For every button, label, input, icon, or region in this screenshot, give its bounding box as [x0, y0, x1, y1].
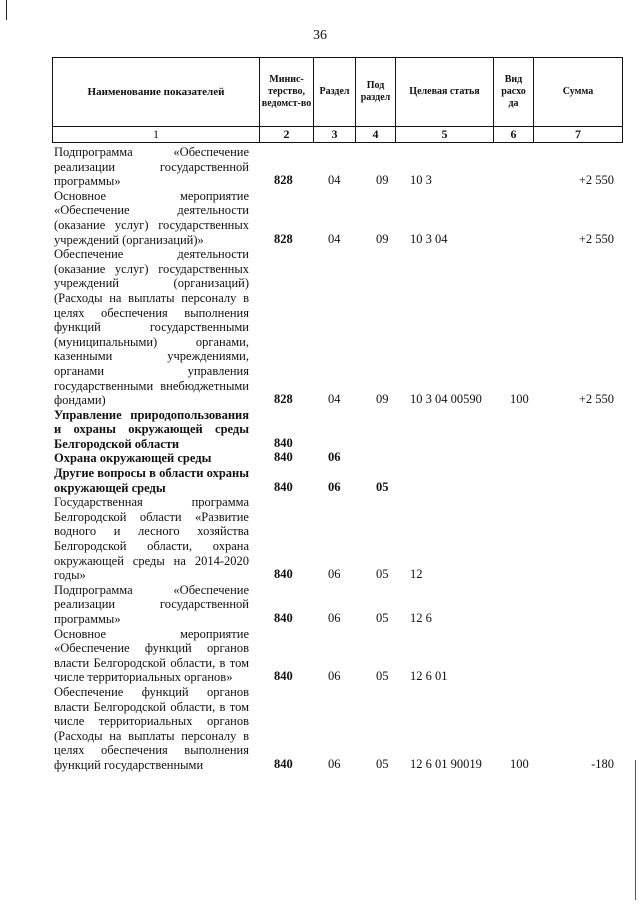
row-name: Обеспечение деятельности (оказание услуг) государственных учреждений (организаций) (Расходы на выплаты персоналу в целях обеспечения выполнения функций государственными (муниципальными) органами, казенными учреждениями, органами управления государственными внебюджетными фондами): [54, 247, 249, 408]
row-section: 06: [328, 669, 341, 684]
table-row: [54, 408, 624, 452]
row-name: Другие вопросы в области охраны окружающей среды: [54, 466, 249, 495]
row-amount: +2 550: [578, 173, 614, 188]
scan-edge-line: [6, 0, 7, 20]
header-target-article: Целевая статья: [396, 58, 494, 127]
header-ministry: Минис-терство, ведомст-во: [260, 58, 314, 127]
table-row: [54, 685, 624, 773]
table-row: [54, 583, 624, 627]
row-ministry: 828: [274, 392, 293, 407]
row-section: 06: [328, 450, 341, 465]
row-subsection: 05: [376, 669, 389, 684]
row-name: Подпрограмма «Обеспечение реализации государственной программы»: [54, 582, 249, 626]
col-number: 7: [534, 127, 623, 143]
row-article: 10 3 04: [410, 231, 448, 246]
row-name: Основное мероприятие «Обеспечение деятельности (оказание услуг) государственных учреждений (организаций)»: [54, 188, 249, 247]
row-article: 12 6 01: [410, 669, 448, 684]
row-subsection: 09: [376, 173, 389, 188]
row-ministry: 840: [274, 450, 293, 465]
col-number: 5: [396, 127, 494, 143]
row-subsection: 05: [376, 479, 389, 494]
header-subsection: Под раздел: [356, 58, 396, 127]
row-name: Подпрограмма «Обеспечение реализации государственной программы»: [54, 145, 249, 189]
col-number: 1: [53, 127, 260, 143]
row-ministry: 828: [274, 173, 293, 188]
row-amount: +2 550: [578, 392, 614, 407]
row-article: 12 6: [410, 611, 432, 625]
row-name: Обеспечение функций органов власти Белгородской области, в том числе территориальных органов (Расходы на выплаты персоналу в целях обеспечения выполнения функций государственными: [54, 684, 249, 772]
row-ministry: 840: [274, 479, 293, 494]
row-article: 12 6 01 90019: [410, 756, 482, 771]
row-section: 06: [328, 567, 341, 582]
row-amount: +2 550: [578, 231, 614, 246]
row-section: 06: [328, 756, 341, 771]
row-section: 04: [328, 231, 341, 246]
row-name: Охрана окружающей среды: [54, 451, 212, 466]
row-subsection: 05: [376, 756, 389, 771]
row-section: 06: [328, 479, 341, 494]
header-section: Раздел: [314, 58, 356, 127]
header-amount: Сумма: [534, 58, 623, 127]
table-row: [54, 627, 624, 685]
row-article: 12: [410, 567, 423, 582]
row-ministry: 840: [274, 567, 293, 582]
row-ministry: 828: [274, 231, 293, 246]
table-row: [54, 451, 624, 466]
row-section: 04: [328, 392, 341, 407]
row-subsection: 09: [376, 231, 389, 246]
row-amount: -180: [591, 756, 614, 771]
table-row: [54, 495, 624, 583]
table-body: [54, 145, 624, 773]
col-number: 6: [494, 127, 534, 143]
row-type: 100: [510, 392, 529, 407]
row-name: Управление природопользования и охраны окружающей среды Белгородской области: [54, 407, 249, 451]
row-ministry: 840: [274, 669, 293, 684]
page-number: 36: [313, 28, 327, 43]
row-name: Государственная программа Белгородской области «Развитие водного и лесного хозяйства Белгородской области, охрана окружающей среды на 2014-2020 годы»: [54, 495, 249, 583]
scan-edge-line: [635, 760, 636, 900]
row-ministry: 840: [274, 435, 293, 450]
row-article: 10 3: [410, 173, 432, 188]
table-row: [54, 145, 624, 189]
row-article: 10 3 04 00590: [410, 392, 482, 407]
col-number: 3: [314, 127, 356, 143]
row-ministry: 840: [274, 611, 293, 625]
header-name: Наименование показателей: [53, 58, 260, 127]
table-row: [54, 247, 624, 408]
table-row: [54, 189, 624, 247]
table-header: [52, 57, 623, 143]
row-ministry: 840: [274, 756, 293, 771]
header-expense-type: Вид расхо да: [494, 58, 534, 127]
col-number: 2: [260, 127, 314, 143]
row-subsection: 09: [376, 392, 389, 407]
row-section: 06: [328, 611, 341, 625]
row-type: 100: [510, 756, 529, 771]
col-number: 4: [356, 127, 396, 143]
row-subsection: 05: [376, 567, 389, 582]
row-subsection: 05: [376, 611, 389, 625]
row-name: Основное мероприятие «Обеспечение функций органов власти Белгородской области, в том числе территориальных органов»: [54, 626, 249, 685]
table-row: [54, 466, 624, 495]
row-section: 04: [328, 173, 341, 188]
